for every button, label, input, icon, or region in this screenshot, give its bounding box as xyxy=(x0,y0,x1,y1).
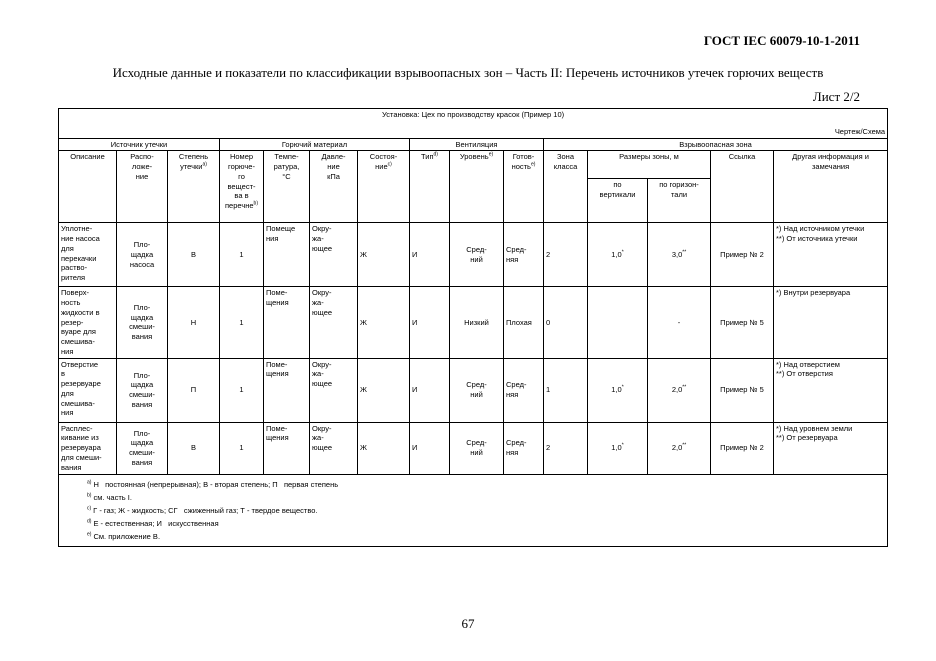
footnote xyxy=(87,504,883,517)
footnote-mark: d) xyxy=(87,518,92,525)
footnote-text: Н постоянная (непрерывная); В - вторая степень; П первая степень xyxy=(93,479,339,489)
cell-vertical-value: 1,0 xyxy=(611,443,622,453)
group-zone: Взрывоопасная зона xyxy=(544,138,888,151)
cell-number xyxy=(220,287,264,358)
cell-reference-value: Пример № 2 xyxy=(720,443,764,453)
col-state-sup: c) xyxy=(387,161,392,168)
col-availability-sup: e) xyxy=(530,161,536,168)
cell-availability-value: Сред- няя xyxy=(506,438,527,457)
col-level xyxy=(450,151,504,223)
sheet-number: Лист 2/2 xyxy=(812,89,860,104)
cell-pressure xyxy=(310,422,358,474)
cell-type-value: И xyxy=(412,249,418,259)
drawing-label: Чертеж/Схема xyxy=(834,126,886,136)
document-code: ГОСТ IEC 60079-10-1-2011 xyxy=(703,33,860,48)
col-vertical-label: по вертикали xyxy=(599,180,636,199)
cell-type-value: И xyxy=(412,443,418,453)
cell-pressure-value: Окру- жа- ющее xyxy=(312,288,333,317)
cell-horizontal-sup: ** xyxy=(682,442,687,449)
cell-horizontal-value: - xyxy=(677,317,681,327)
cell-zone-class xyxy=(544,358,588,422)
cell-pressure-value: Окру- жа- ющее xyxy=(312,359,333,388)
cell-location xyxy=(117,422,168,474)
cell-number-value: 1 xyxy=(239,443,244,453)
group-ventilation: Вентиляция xyxy=(410,138,544,151)
installation-label: Установка: Цех по производству красок (Пример 10) xyxy=(381,110,565,119)
cell-availability-value: Плохая xyxy=(506,317,532,327)
cell-degree-value: П xyxy=(190,385,197,395)
cell-vertical-sup: * xyxy=(621,442,624,449)
col-temperature-label: Темпе- ратура, °С xyxy=(273,152,300,181)
cell-temperature-value: Помеще ния xyxy=(266,224,296,243)
page-title: Исходные данные и показатели по классификации взрывоопасных зон – Часть II: Перечень источников утечек горючих веществ xyxy=(112,65,824,80)
cell-horizontal xyxy=(648,223,711,287)
cell-number xyxy=(220,422,264,474)
col-other xyxy=(774,151,888,223)
group-source: Источник утечки xyxy=(59,138,220,151)
cell-level-value: Сред- ний xyxy=(466,438,487,457)
cell-state xyxy=(358,358,410,422)
cell-availability xyxy=(504,223,544,287)
cell-level xyxy=(450,287,504,358)
cell-degree-value: Н xyxy=(190,317,197,327)
footnote-text: Г - газ; Ж - жидкость; СГ сжиженный газ; Т - твердое вещество. xyxy=(93,505,318,515)
cell-other xyxy=(774,358,888,422)
cell-reference xyxy=(711,223,774,287)
cell-vertical xyxy=(588,223,648,287)
cell-level-value: Сред- ний xyxy=(466,245,487,264)
cell-zone-class xyxy=(544,287,588,358)
cell-other xyxy=(774,287,888,358)
footnote-text: см. часть I. xyxy=(93,492,132,502)
cell-horizontal-value: 2,0 xyxy=(671,443,683,453)
cell-reference xyxy=(711,287,774,358)
group-material: Горючий материал xyxy=(220,138,410,151)
cell-temperature xyxy=(264,358,310,422)
cell-reference-value: Пример № 5 xyxy=(720,317,764,327)
col-zone-class-label: Зона класса xyxy=(553,152,578,171)
footnote-mark: a) xyxy=(87,479,92,485)
col-zone-class xyxy=(544,151,588,223)
cell-degree-value: В xyxy=(190,443,196,453)
cell-state-value: Ж xyxy=(360,443,367,453)
cell-description xyxy=(59,358,117,422)
cell-state xyxy=(358,287,410,358)
cell-type xyxy=(410,358,450,422)
cell-horizontal-sup: ** xyxy=(682,384,687,391)
cell-state-value: Ж xyxy=(360,317,367,327)
cell-temperature xyxy=(264,287,310,358)
cell-zone-class-value: 1 xyxy=(546,385,551,395)
col-number xyxy=(220,151,264,223)
cell-temperature-value: Поме- щения xyxy=(266,288,289,307)
cell-vertical-value: 1,0 xyxy=(611,249,622,259)
cell-location-value: Пло- щадка смеши- вания xyxy=(129,302,155,342)
installation-row xyxy=(59,109,888,121)
cell-type xyxy=(410,287,450,358)
cell-degree xyxy=(168,287,220,358)
cell-location xyxy=(117,223,168,287)
page-number: 67 xyxy=(461,616,475,631)
cell-vertical-sup: * xyxy=(621,384,624,391)
cell-degree-value: В xyxy=(190,249,196,259)
cell-vertical xyxy=(588,287,648,358)
cell-vertical-sup: * xyxy=(621,249,624,256)
cell-zone-class xyxy=(544,223,588,287)
cell-other xyxy=(774,223,888,287)
col-pressure-label: Давле- ние кПа xyxy=(321,152,346,181)
cell-level xyxy=(450,422,504,474)
cell-temperature xyxy=(264,422,310,474)
col-availability-label: Готов- ность xyxy=(511,152,535,171)
col-zone-sizes-label: Размеры зоны, м xyxy=(619,152,679,162)
cell-state-value: Ж xyxy=(360,249,367,259)
col-degree xyxy=(168,151,220,223)
cell-availability-value: Сред- няя xyxy=(506,245,527,264)
col-description-label: Описание xyxy=(70,152,105,162)
cell-availability xyxy=(504,422,544,474)
cell-pressure xyxy=(310,358,358,422)
col-type-sup: d) xyxy=(433,151,438,158)
leak-sources-table xyxy=(58,108,888,547)
col-level-label: Уровень xyxy=(459,152,489,162)
cell-location xyxy=(117,358,168,422)
cell-reference xyxy=(711,358,774,422)
col-state-label: Состоя- ние xyxy=(369,152,398,171)
cell-other xyxy=(774,422,888,474)
footnote-mark: c) xyxy=(87,505,92,512)
col-vertical xyxy=(588,179,648,223)
table-row xyxy=(59,223,888,287)
cell-location-value: Пло- щадка насоса xyxy=(129,240,155,269)
cell-type-value: И xyxy=(412,385,418,395)
cell-description-value: Расплес- кивание из резервуара для смеши- вания xyxy=(61,423,102,472)
cell-description xyxy=(59,287,117,358)
col-reference xyxy=(711,151,774,223)
col-temperature xyxy=(264,151,310,223)
col-type-label: Тип xyxy=(421,152,434,162)
cell-zone-class xyxy=(544,422,588,474)
footnote xyxy=(87,478,883,491)
col-degree-sup: a) xyxy=(202,161,207,168)
cell-zone-class-value: 2 xyxy=(546,443,551,453)
cell-level xyxy=(450,358,504,422)
cell-state xyxy=(358,223,410,287)
cell-description-value: Отверстие в резервуаре для смешива- ния xyxy=(61,359,101,418)
cell-level-value: Сред- ний xyxy=(466,380,487,399)
col-type xyxy=(410,151,450,223)
table-row xyxy=(59,422,888,474)
cell-number xyxy=(220,223,264,287)
cell-horizontal xyxy=(648,358,711,422)
cell-level-value: Низкий xyxy=(464,317,489,327)
col-number-sup: b) xyxy=(253,200,258,207)
cell-zone-class-value: 0 xyxy=(546,317,551,327)
col-horizontal-label: по горизон- тали xyxy=(659,180,699,199)
col-number-label: Номер горюче- го вещест- ва в перечне xyxy=(225,152,256,210)
cell-availability-value: Сред- няя xyxy=(506,380,527,399)
cell-horizontal-sup: ** xyxy=(682,249,687,256)
cell-number xyxy=(220,358,264,422)
col-location-label: Распо- ложе- ние xyxy=(130,152,154,181)
cell-temperature-value: Поме- щения xyxy=(266,423,289,443)
col-location xyxy=(117,151,168,223)
cell-availability xyxy=(504,287,544,358)
col-horizontal xyxy=(648,179,711,223)
drawing-row xyxy=(59,121,888,138)
cell-number-value: 1 xyxy=(239,385,244,395)
cell-state xyxy=(358,422,410,474)
cell-temperature-value: Поме- щения xyxy=(266,359,289,379)
col-availability xyxy=(504,151,544,223)
cell-pressure-value: Окру- жа- ющее xyxy=(312,224,333,253)
cell-reference-value: Пример № 5 xyxy=(720,385,764,395)
cell-pressure xyxy=(310,223,358,287)
col-pressure xyxy=(310,151,358,223)
cell-level xyxy=(450,223,504,287)
cell-other-value: *) Над отверстием **) От отверстия xyxy=(776,359,840,379)
cell-degree xyxy=(168,422,220,474)
cell-vertical xyxy=(588,422,648,474)
cell-reference-value: Пример № 2 xyxy=(720,249,764,259)
cell-other-value: *) Внутри резервуара xyxy=(776,288,851,298)
cell-description xyxy=(59,422,117,474)
footnote xyxy=(87,491,883,504)
cell-degree xyxy=(168,223,220,287)
cell-number-value: 1 xyxy=(239,249,244,259)
cell-horizontal-value: 3,0 xyxy=(671,249,683,259)
cell-degree xyxy=(168,358,220,422)
cell-other-value: *) Над источником утечки **) От источника утечки xyxy=(776,224,865,243)
table-row xyxy=(59,358,888,422)
footnote xyxy=(87,517,883,530)
cell-pressure-value: Окру- жа- ющее xyxy=(312,423,333,452)
cell-type xyxy=(410,422,450,474)
cell-description-value: Уплотне- ние насоса для перекачки раство- рителя xyxy=(61,224,100,282)
cell-zone-class-value: 2 xyxy=(546,249,551,259)
footnote-text: Е - естественная; И искусственная xyxy=(93,518,219,528)
leak-sources-table-container xyxy=(58,108,887,547)
cell-number-value: 1 xyxy=(239,317,244,327)
cell-description xyxy=(59,223,117,287)
cell-vertical-value: 1,0 xyxy=(611,385,622,395)
col-state xyxy=(358,151,410,223)
cell-type xyxy=(410,223,450,287)
cell-location xyxy=(117,287,168,358)
cell-vertical xyxy=(588,358,648,422)
cell-location-value: Пло- щадка смеши- вания xyxy=(129,428,155,467)
col-level-sup: e) xyxy=(488,151,494,158)
col-reference-label: Ссылка xyxy=(728,152,756,162)
drawing-cell xyxy=(59,121,888,138)
cell-reference xyxy=(711,422,774,474)
table-row xyxy=(59,287,888,358)
col-degree-label: Степень утечки xyxy=(178,152,209,171)
cell-availability xyxy=(504,358,544,422)
cell-location-value: Пло- щадка смеши- вания xyxy=(129,370,155,409)
cell-pressure xyxy=(310,287,358,358)
cell-state-value: Ж xyxy=(360,385,367,395)
cell-horizontal-value: 2,0 xyxy=(671,385,683,395)
group-header-row xyxy=(59,138,888,151)
cell-description-value: Поверх- ность жидкости в резер- вуаре для смешива- ния xyxy=(61,288,100,356)
footnote-mark: b) xyxy=(87,492,92,499)
col-other-label: Другая информация и замечания xyxy=(792,152,869,171)
cell-horizontal xyxy=(648,287,711,358)
col-zone-sizes xyxy=(588,151,711,179)
cell-other-value: *) Над уровнем земли **) От резервуара xyxy=(776,423,853,443)
column-header-row xyxy=(59,151,888,179)
footnote-text: См. приложение В. xyxy=(93,532,161,541)
cell-type-value: И xyxy=(412,317,418,327)
cell-temperature xyxy=(264,223,310,287)
footnote-mark: e) xyxy=(87,531,92,538)
col-description xyxy=(59,151,117,223)
notes-row xyxy=(59,474,888,547)
installation-cell xyxy=(59,109,888,121)
cell-horizontal xyxy=(648,422,711,474)
footnote xyxy=(87,530,883,543)
notes-cell xyxy=(59,474,888,547)
